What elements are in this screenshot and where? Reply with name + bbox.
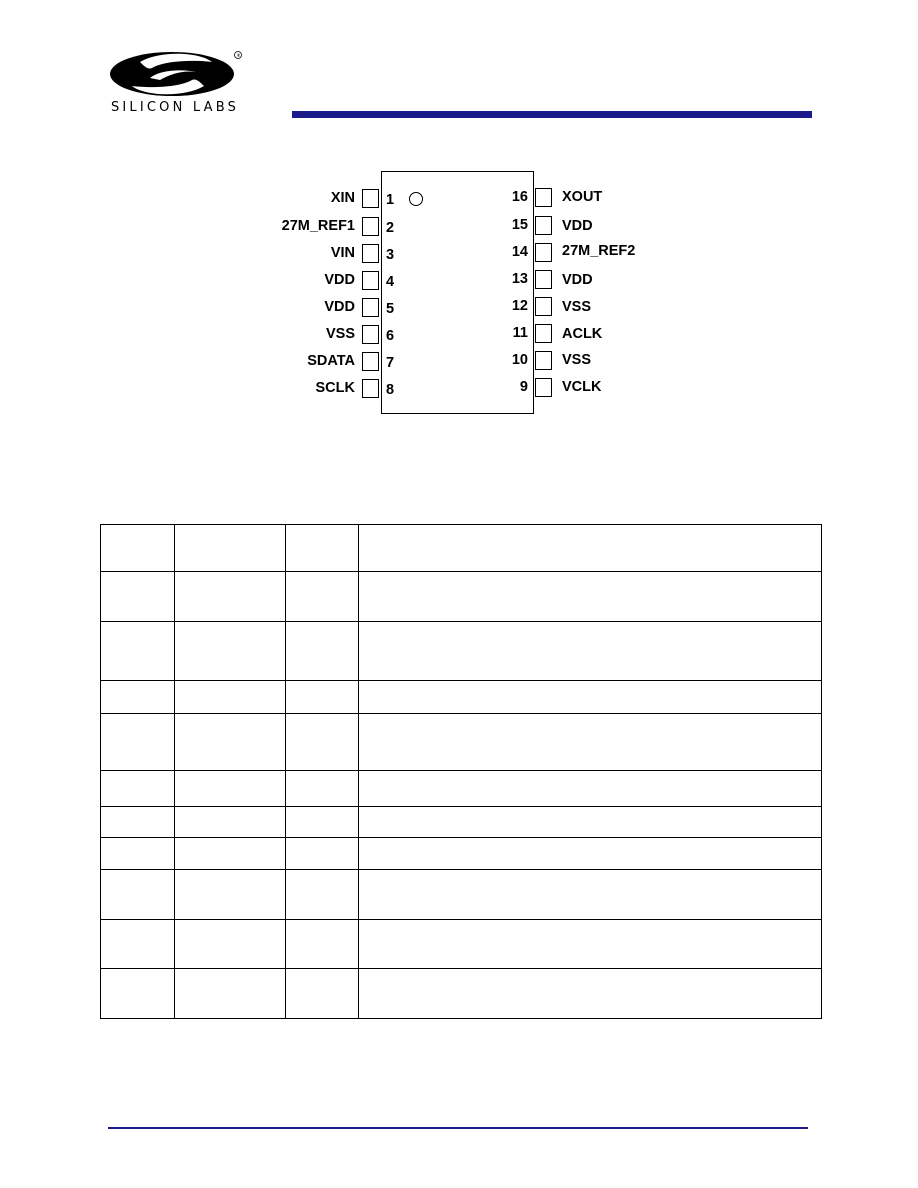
table-cell (175, 807, 286, 838)
table-cell (175, 920, 286, 969)
table-cell (359, 807, 822, 838)
table-cell (286, 771, 359, 807)
pin-pad (535, 378, 552, 397)
pin-number: 7 (386, 355, 395, 371)
pin-number: 6 (386, 328, 395, 344)
table-cell (101, 572, 175, 622)
table-cell (359, 572, 822, 622)
pin-pad (535, 351, 552, 370)
pin-number: 3 (386, 247, 395, 263)
pin-number: 14 (511, 244, 528, 260)
pin-pad (362, 298, 379, 317)
pin-number: 12 (511, 298, 528, 314)
table-cell (359, 681, 822, 714)
table-cell (359, 838, 822, 870)
silicon-labs-logo-icon (100, 48, 250, 128)
pin-pad (362, 217, 379, 236)
pin-name: VDD (562, 218, 593, 234)
logo-text: SILICON LABS (110, 100, 240, 115)
pin-description-table (100, 524, 822, 1019)
pin-pad (535, 216, 552, 235)
table-row (101, 714, 822, 771)
pin-number: 8 (386, 382, 395, 398)
table-cell (286, 807, 359, 838)
table-cell (101, 622, 175, 681)
pin-pad (362, 271, 379, 290)
table-cell (101, 525, 175, 572)
footer-line (108, 1127, 808, 1129)
table-cell (286, 622, 359, 681)
table-cell (286, 572, 359, 622)
pin-name: 27M_REF2 (562, 243, 636, 259)
table-row (101, 771, 822, 807)
pin-pad (362, 379, 379, 398)
pin-pad (362, 244, 379, 263)
pin-pad (362, 189, 379, 208)
table-row (101, 870, 822, 920)
pin-name: VSS (562, 299, 592, 315)
pin-pad (362, 352, 379, 371)
pin-number: 13 (511, 271, 528, 287)
pin-name: VDD (324, 299, 355, 315)
pin-name: VDD (562, 272, 593, 288)
table-cell (101, 681, 175, 714)
pin-number: 4 (386, 274, 395, 290)
table-cell (175, 969, 286, 1019)
table-cell (175, 870, 286, 920)
pin-name: VIN (330, 245, 355, 261)
table-cell (101, 771, 175, 807)
pin-name: 27M_REF1 (281, 218, 355, 234)
table-cell (359, 920, 822, 969)
table-cell (359, 525, 822, 572)
pin-name: VSS (562, 352, 592, 368)
pin-name: XIN (330, 190, 355, 206)
pin-number: 16 (511, 189, 528, 205)
table-row (101, 572, 822, 622)
table-row (101, 681, 822, 714)
table-cell (101, 920, 175, 969)
table-cell (286, 870, 359, 920)
table-row (101, 525, 822, 572)
table-cell (286, 920, 359, 969)
pin-pad (362, 325, 379, 344)
table-row (101, 807, 822, 838)
table-cell (175, 572, 286, 622)
table-cell (359, 870, 822, 920)
table-cell (286, 969, 359, 1019)
table-cell (175, 714, 286, 771)
table-cell (175, 681, 286, 714)
registered-mark: ® (236, 53, 241, 58)
pin-name: XOUT (562, 189, 603, 205)
pin-name: SDATA (307, 353, 355, 369)
table-cell (286, 525, 359, 572)
pin-pad (535, 243, 552, 262)
pin-pad (535, 324, 552, 343)
table-cell (101, 807, 175, 838)
pin-pad (535, 188, 552, 207)
table-cell (101, 838, 175, 870)
pin-number: 1 (386, 192, 395, 208)
table-row (101, 920, 822, 969)
table-cell (286, 681, 359, 714)
table-cell (175, 838, 286, 870)
pin-number: 10 (511, 352, 528, 368)
table-cell (359, 771, 822, 807)
table-row (101, 969, 822, 1019)
pin1-marker-icon (409, 192, 423, 206)
pin-number: 11 (512, 325, 528, 341)
table-cell (359, 969, 822, 1019)
pin-number: 9 (519, 379, 528, 395)
table-cell (101, 870, 175, 920)
table-row (101, 622, 822, 681)
pin-name: SCLK (315, 380, 355, 396)
pin-number: 5 (386, 301, 395, 317)
table-cell (101, 969, 175, 1019)
table-cell (175, 525, 286, 572)
table-cell (101, 714, 175, 771)
table-cell (286, 838, 359, 870)
pin-name: VSS (325, 326, 355, 342)
table-row (101, 838, 822, 870)
pin-name: ACLK (562, 326, 603, 342)
table-cell (175, 771, 286, 807)
pin-pad (535, 270, 552, 289)
pin-name: VCLK (562, 379, 602, 395)
pin-number: 2 (386, 220, 395, 236)
pin-pad (535, 297, 552, 316)
table-cell (175, 622, 286, 681)
table-cell (359, 622, 822, 681)
header-bar (292, 111, 812, 118)
pin-name: VDD (324, 272, 355, 288)
table-cell (286, 714, 359, 771)
table-cell (359, 714, 822, 771)
pin-number: 15 (511, 217, 528, 233)
